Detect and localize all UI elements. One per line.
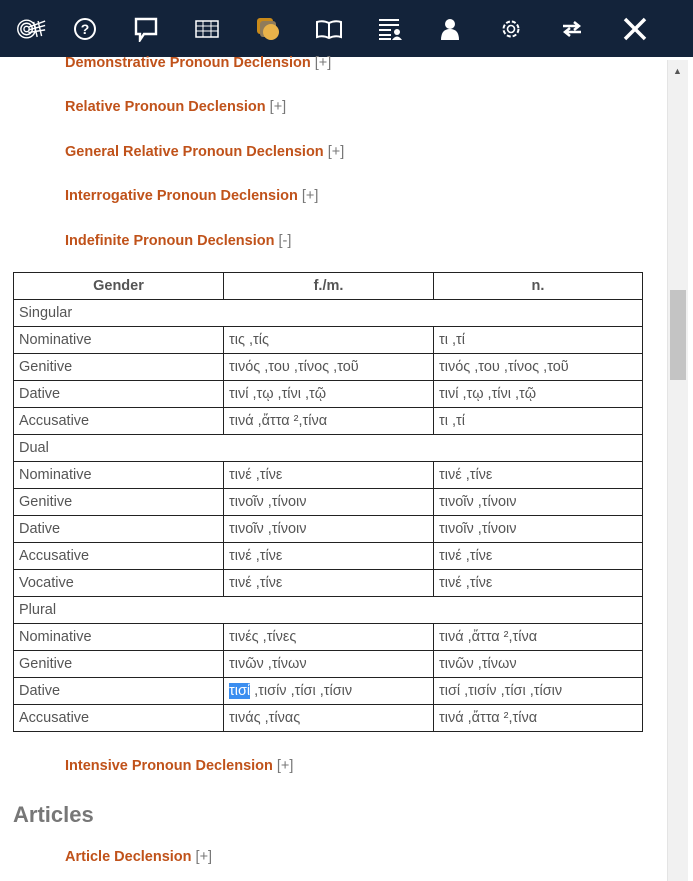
selected-text[interactable]: τισί [229, 683, 251, 699]
case-label: Dative [14, 516, 224, 543]
swap-icon[interactable] [557, 14, 587, 44]
section-intensive[interactable] [65, 758, 293, 774]
coins-icon[interactable] [253, 14, 283, 44]
scrollbar[interactable] [667, 60, 688, 881]
section-general-relative[interactable] [65, 144, 344, 160]
section-title: Interrogative Pronoun Declension [65, 188, 298, 204]
section-title: Relative Pronoun Declension [65, 99, 266, 115]
table-row [14, 624, 643, 651]
form-cell: τινοῖν ,τίνοιν [224, 516, 434, 543]
section-title: Demonstrative Pronoun Declension [65, 55, 311, 71]
form-cell: τινά ,ἄττα ²,τίνα [434, 624, 643, 651]
column-header: n. [434, 273, 643, 300]
form-cell: τινοῖν ,τίνοιν [224, 489, 434, 516]
section-indefinite[interactable] [65, 233, 291, 249]
case-label: Accusative [14, 705, 224, 732]
form-cell: τινέ ,τίνε [434, 570, 643, 597]
group-row [14, 300, 643, 327]
form-cell: τινί ,τῳ ,τίνι ,τῷ [434, 381, 643, 408]
group-label: Dual [14, 435, 643, 462]
table-row [14, 327, 643, 354]
collapse-toggle[interactable]: [-] [278, 233, 292, 249]
case-label: Dative [14, 678, 224, 705]
case-label: Genitive [14, 489, 224, 516]
group-label: Singular [14, 300, 643, 327]
form-cell: τινέ ,τίνε [434, 543, 643, 570]
section-title: General Relative Pronoun Declension [65, 144, 324, 160]
list-user-icon[interactable] [375, 14, 405, 44]
group-row [14, 597, 643, 624]
form-cell: τινέ ,τίνε [224, 570, 434, 597]
form-cell: τινά ,ἄττα ²,τίνα [434, 705, 643, 732]
declension-table [13, 272, 643, 732]
section-title: Article Declension [65, 849, 192, 865]
table-header-row [14, 273, 643, 300]
table-row [14, 489, 643, 516]
form-cell: τισί ,τισίν ,τίσι ,τίσιν [224, 678, 434, 705]
column-header: Gender [14, 273, 224, 300]
expand-toggle[interactable]: [+] [314, 55, 332, 71]
section-relative[interactable] [65, 99, 286, 115]
table-row [14, 462, 643, 489]
case-label: Nominative [14, 327, 224, 354]
form-cell: τινός ,του ,τίνος ,τοῦ [224, 354, 434, 381]
book-icon[interactable] [314, 14, 344, 44]
logo-icon[interactable] [16, 14, 46, 44]
toolbar [0, 0, 693, 57]
table-row [14, 543, 643, 570]
table-icon[interactable] [192, 14, 222, 44]
form-cell: τισί ,τισίν ,τίσι ,τίσιν [434, 678, 643, 705]
group-label: Plural [14, 597, 643, 624]
gear-icon[interactable] [496, 14, 526, 44]
expand-toggle[interactable]: [+] [195, 849, 213, 865]
table-row [14, 354, 643, 381]
form-cell: τις ,τίς [224, 327, 434, 354]
form-cell: τι ,τί [434, 408, 643, 435]
close-icon[interactable] [620, 14, 650, 44]
group-row [14, 435, 643, 462]
case-label: Vocative [14, 570, 224, 597]
articles-heading: Articles [13, 802, 94, 827]
expand-toggle[interactable]: [+] [269, 99, 287, 115]
table-row [14, 408, 643, 435]
scrollbar-thumb[interactable] [670, 290, 686, 380]
form-cell: τινί ,τῳ ,τίνι ,τῷ [224, 381, 434, 408]
expand-toggle[interactable]: [+] [327, 144, 345, 160]
table-row [14, 570, 643, 597]
form-cell: τινές ,τίνες [224, 624, 434, 651]
expand-toggle[interactable]: [+] [301, 188, 319, 204]
user-icon[interactable] [435, 14, 465, 44]
case-label: Accusative [14, 543, 224, 570]
section-interrogative[interactable] [65, 188, 318, 204]
form-cell: τι ,τί [434, 327, 643, 354]
section-title: Intensive Pronoun Declension [65, 758, 273, 774]
table-row [14, 678, 643, 705]
case-label: Dative [14, 381, 224, 408]
section-title: Indefinite Pronoun Declension [65, 233, 275, 249]
form-cell: τινῶν ,τίνων [224, 651, 434, 678]
section-demonstrative[interactable] [65, 55, 331, 71]
table-row [14, 705, 643, 732]
form-cell: τινάς ,τίνας [224, 705, 434, 732]
form-cell: τινός ,του ,τίνος ,τοῦ [434, 354, 643, 381]
case-label: Genitive [14, 354, 224, 381]
case-label: Accusative [14, 408, 224, 435]
expand-toggle[interactable]: [+] [276, 758, 294, 774]
case-label: Genitive [14, 651, 224, 678]
table-row [14, 651, 643, 678]
form-cell: τινοῖν ,τίνοιν [434, 489, 643, 516]
help-icon[interactable] [70, 14, 100, 44]
table-row [14, 516, 643, 543]
form-cell: τινέ ,τίνε [224, 543, 434, 570]
scroll-up-icon[interactable]: ▲ [673, 66, 682, 76]
comment-icon[interactable] [131, 14, 161, 44]
form-cell: τινῶν ,τίνων [434, 651, 643, 678]
form-cell: τινέ ,τίνε [434, 462, 643, 489]
section-article[interactable] [65, 849, 212, 865]
form-cell: τινοῖν ,τίνοιν [434, 516, 643, 543]
form-cell: τινέ ,τίνε [224, 462, 434, 489]
form-cell: τινά ,ἄττα ²,τίνα [224, 408, 434, 435]
case-label: Nominative [14, 462, 224, 489]
table-row [14, 381, 643, 408]
column-header: f./m. [224, 273, 434, 300]
case-label: Nominative [14, 624, 224, 651]
svg-text:?: ? [80, 21, 90, 37]
